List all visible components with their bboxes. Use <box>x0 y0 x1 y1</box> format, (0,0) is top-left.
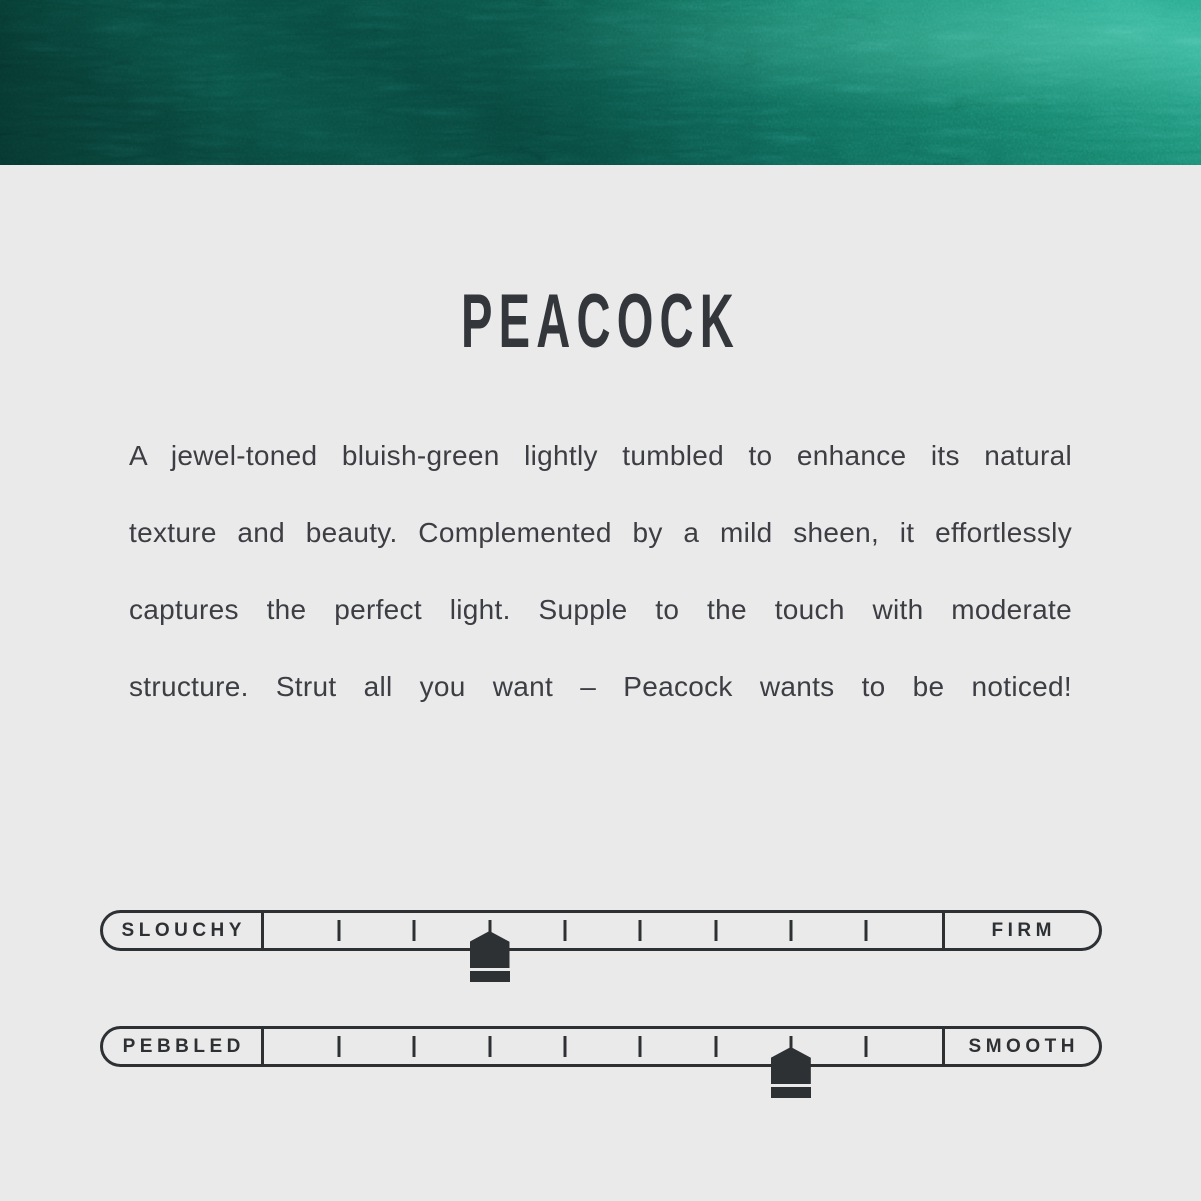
marker-base <box>470 971 510 982</box>
marker-arrow-icon <box>470 931 510 968</box>
tick-mark <box>337 1036 340 1057</box>
description-line: structure. Strut all you want – Peacock wants to be noticed! <box>129 671 1072 702</box>
slider-structure <box>100 910 1102 951</box>
tick-mark <box>714 1036 717 1057</box>
tick-mark <box>789 920 792 941</box>
description-line: captures the perfect light. Supple to the touch with moderate <box>129 594 1072 625</box>
description-paragraph <box>129 417 1072 725</box>
scale-marker <box>470 931 510 982</box>
marker-base <box>771 1087 811 1098</box>
tick-mark <box>337 920 340 941</box>
tick-mark <box>639 1036 642 1057</box>
scale-left-label: PEBBLED <box>122 1035 245 1057</box>
marker-arrow-icon <box>771 1047 811 1084</box>
description-line: A jewel-toned bluish-green lightly tumbled to enhance its natural <box>129 440 1072 471</box>
tick-mark <box>865 920 868 941</box>
scale-left-label: SLOUCHY <box>121 919 246 941</box>
scale-left-cap <box>103 1029 264 1064</box>
tick-mark <box>488 1036 491 1057</box>
tick-mark <box>413 1036 416 1057</box>
leather-texture-image <box>0 0 1201 165</box>
leather-texture-svg <box>0 0 1201 165</box>
scale-marker <box>771 1047 811 1098</box>
tick-mark <box>563 920 566 941</box>
tick-mark <box>413 920 416 941</box>
slider-texture <box>100 1026 1102 1067</box>
tick-mark <box>563 1036 566 1057</box>
scale-right-label: FIRM <box>991 919 1056 941</box>
scale-right-cap <box>942 1029 1099 1064</box>
scale-track <box>264 1029 942 1064</box>
tick-mark <box>714 920 717 941</box>
description-line: texture and beauty. Complemented by a mild sheen, it effortlessly <box>129 517 1072 548</box>
page-title: PEACOCK <box>460 279 741 364</box>
tick-mark <box>865 1036 868 1057</box>
scale-right-cap <box>942 913 1099 948</box>
scale-track <box>264 913 942 948</box>
tick-mark <box>639 920 642 941</box>
scale-left-cap <box>103 913 264 948</box>
attribute-scales <box>0 910 1201 1067</box>
scale-right-label: SMOOTH <box>968 1035 1079 1057</box>
